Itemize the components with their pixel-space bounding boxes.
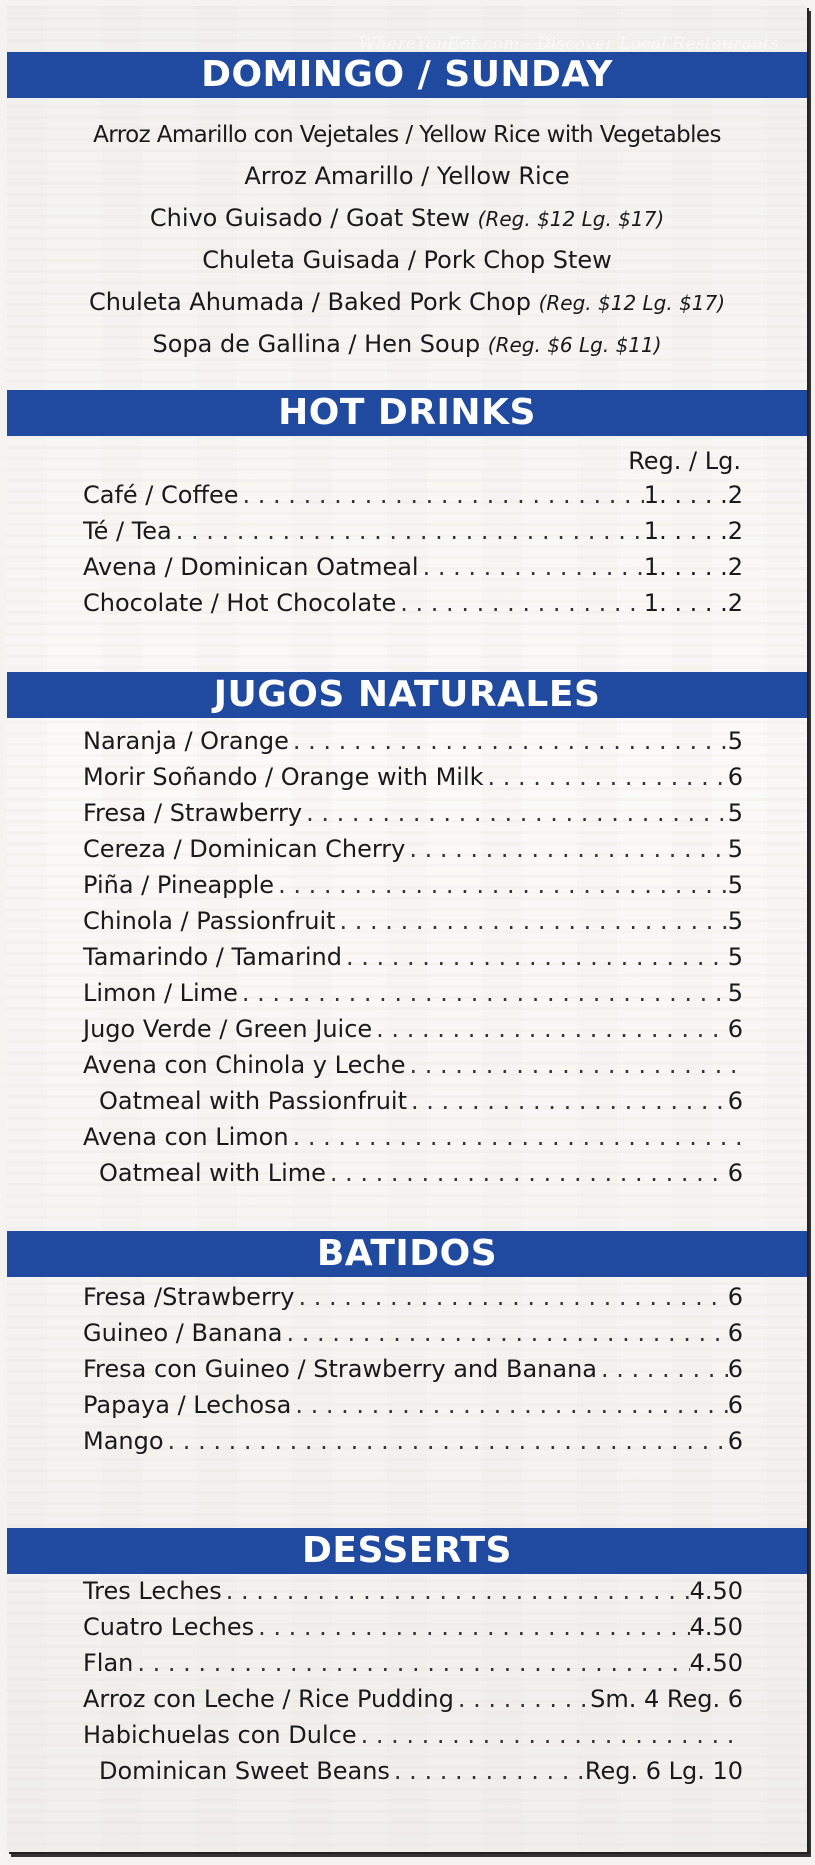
item-price: 6 bbox=[727, 1427, 743, 1455]
menu-item bbox=[83, 1282, 743, 1312]
dot-leader bbox=[454, 1684, 590, 1714]
watermark: WhereYouEat.com - Discover Local Restaurants bbox=[358, 34, 779, 54]
item-name: Morir Soñando / Orange with Milk bbox=[83, 763, 484, 791]
item-price-note: (Reg. $12 Lg. $17) bbox=[538, 291, 726, 315]
menu-item bbox=[83, 1684, 743, 1714]
item-name: Oatmeal with Lime bbox=[99, 1159, 326, 1187]
dot-leader bbox=[164, 1426, 728, 1456]
menu-item bbox=[83, 1318, 743, 1348]
menu-item bbox=[83, 1426, 743, 1456]
item-price: 5 bbox=[727, 871, 743, 899]
menu-item bbox=[7, 203, 807, 234]
dot-leader bbox=[289, 1122, 743, 1152]
item-name: Arroz con Leche / Rice Pudding bbox=[83, 1685, 454, 1713]
item-name: Chinola / Passionfruit bbox=[83, 907, 336, 935]
menu-item bbox=[7, 329, 807, 360]
menu-item bbox=[83, 1354, 743, 1384]
item-price: 5 bbox=[727, 979, 743, 1007]
menu-item bbox=[83, 834, 743, 864]
item-name: Habichuelas con Dulce bbox=[83, 1721, 357, 1749]
dot-leader bbox=[326, 1158, 728, 1188]
menu-item bbox=[7, 245, 807, 275]
item-price-note: (Reg. $12 Lg. $17) bbox=[477, 207, 665, 231]
dot-leader bbox=[406, 1050, 744, 1080]
item-name: Flan bbox=[83, 1649, 134, 1677]
item-name: Té / Tea bbox=[83, 517, 172, 545]
section-title-desserts: DESSERTS bbox=[7, 1528, 807, 1574]
item-name: Limon / Lime bbox=[83, 979, 238, 1007]
item-price: 6 bbox=[727, 1391, 743, 1419]
dot-leader bbox=[133, 1648, 689, 1678]
item-name: Naranja / Orange bbox=[83, 727, 289, 755]
item-name: Piña / Pineapple bbox=[83, 871, 275, 899]
section-title-sunday: DOMINGO / SUNDAY bbox=[7, 52, 807, 98]
menu-item bbox=[83, 588, 743, 618]
menu-item bbox=[83, 1050, 743, 1080]
item-name: Guineo / Banana bbox=[83, 1319, 283, 1347]
dot-leader bbox=[302, 798, 728, 828]
item-name: Cereza / Dominican Cherry bbox=[83, 835, 406, 863]
dot-leader bbox=[283, 1318, 728, 1348]
item-price: 1. . . . .2 bbox=[643, 517, 743, 545]
item-name: Sopa de Gallina / Hen Soup bbox=[152, 330, 481, 358]
item-price-note: (Reg. $6 Lg. $11) bbox=[487, 333, 662, 357]
item-price: Reg. 6 Lg. 10 bbox=[584, 1757, 743, 1785]
item-price: 5 bbox=[727, 907, 743, 935]
menu-item bbox=[83, 762, 743, 792]
dot-leader bbox=[336, 906, 728, 936]
menu-item bbox=[83, 1158, 743, 1188]
item-name: Jugo Verde / Green Juice bbox=[83, 1015, 373, 1043]
dot-leader bbox=[372, 1014, 728, 1044]
menu-item bbox=[83, 1756, 743, 1786]
item-price: 5 bbox=[727, 727, 743, 755]
item-name: Café / Coffee bbox=[83, 481, 239, 509]
menu-item bbox=[83, 1086, 743, 1116]
item-name: Chuleta Guisada / Pork Chop Stew bbox=[202, 246, 612, 274]
item-name: Fresa /Strawberry bbox=[83, 1283, 295, 1311]
item-name: Chuleta Ahumada / Baked Pork Chop bbox=[88, 288, 531, 316]
menu-item bbox=[83, 1390, 743, 1420]
item-name: Avena / Dominican Oatmeal bbox=[83, 553, 419, 581]
item-name: Chivo Guisado / Goat Stew bbox=[149, 204, 471, 232]
section-title-batidos: BATIDOS bbox=[7, 1231, 807, 1277]
item-price: 6 bbox=[727, 1355, 743, 1383]
item-name: Arroz Amarillo con Vejetales / Yellow Rice with Vegetables bbox=[93, 122, 721, 148]
item-price: 4.50 bbox=[689, 1613, 743, 1641]
item-name: Arroz Amarillo / Yellow Rice bbox=[244, 162, 570, 190]
item-name: Chocolate / Hot Chocolate bbox=[83, 589, 397, 617]
item-price: 5 bbox=[727, 943, 743, 971]
menu-item bbox=[83, 1612, 743, 1642]
item-name: Cuatro Leches bbox=[83, 1613, 255, 1641]
menu-item bbox=[7, 287, 807, 318]
menu-item bbox=[83, 870, 743, 900]
item-name: Avena con Chinola y Leche bbox=[83, 1051, 406, 1079]
menu-item bbox=[83, 798, 743, 828]
item-price: 5 bbox=[727, 799, 743, 827]
menu-item bbox=[83, 1122, 743, 1152]
dot-leader bbox=[342, 942, 728, 972]
dot-leader bbox=[407, 1086, 728, 1116]
item-price: 6 bbox=[727, 1015, 743, 1043]
item-name: Oatmeal with Passionfruit bbox=[99, 1087, 407, 1115]
item-name: Avena con Limon bbox=[83, 1123, 289, 1151]
menu-item bbox=[83, 552, 743, 582]
menu-item bbox=[83, 1014, 743, 1044]
item-name: Papaya / Lechosa bbox=[83, 1391, 292, 1419]
dot-leader bbox=[405, 834, 727, 864]
item-name: Fresa / Strawberry bbox=[83, 799, 303, 827]
dot-leader bbox=[597, 1354, 728, 1384]
dot-leader bbox=[254, 1612, 689, 1642]
menu-item bbox=[7, 161, 807, 191]
dot-leader bbox=[390, 1756, 585, 1786]
item-price: 1. . . . .2 bbox=[643, 589, 743, 617]
dot-leader bbox=[274, 870, 728, 900]
item-name: Fresa con Guineo / Strawberry and Banana bbox=[83, 1355, 597, 1383]
dot-leader bbox=[357, 1720, 743, 1750]
section-title-jugos: JUGOS NATURALES bbox=[7, 672, 807, 718]
dot-leader bbox=[172, 516, 644, 546]
menu-item bbox=[83, 516, 743, 546]
menu-page bbox=[7, 6, 807, 1852]
item-price: 1. . . . .2 bbox=[643, 481, 743, 509]
item-price: 6 bbox=[727, 763, 743, 791]
item-name: Tres Leches bbox=[83, 1577, 222, 1605]
dot-leader bbox=[291, 1390, 727, 1420]
item-price: 4.50 bbox=[689, 1649, 743, 1677]
item-price: 6 bbox=[727, 1283, 743, 1311]
menu-item bbox=[83, 1648, 743, 1678]
item-price: 4.50 bbox=[689, 1577, 743, 1605]
item-name: Mango bbox=[83, 1427, 164, 1455]
menu-item bbox=[83, 1720, 743, 1750]
item-price: 6 bbox=[727, 1159, 743, 1187]
menu-item bbox=[83, 726, 743, 756]
item-price: 5 bbox=[727, 835, 743, 863]
dot-leader bbox=[239, 480, 644, 510]
menu-item bbox=[83, 942, 743, 972]
dot-leader bbox=[484, 762, 728, 792]
menu-item bbox=[83, 978, 743, 1008]
dot-leader bbox=[289, 726, 728, 756]
menu-item bbox=[83, 480, 743, 510]
menu-item bbox=[83, 906, 743, 936]
section-title-hot-drinks: HOT DRINKS bbox=[7, 390, 807, 436]
column-header: Reg. / Lg. bbox=[628, 447, 741, 475]
item-price: Sm. 4 Reg. 6 bbox=[590, 1685, 743, 1713]
item-name: Tamarindo / Tamarind bbox=[83, 943, 342, 971]
dot-leader bbox=[419, 552, 644, 582]
dot-leader bbox=[294, 1282, 727, 1312]
item-price: 6 bbox=[727, 1319, 743, 1347]
item-price: 6 bbox=[727, 1087, 743, 1115]
item-name: Dominican Sweet Beans bbox=[99, 1757, 390, 1785]
dot-leader bbox=[396, 588, 644, 618]
menu-item bbox=[83, 1576, 743, 1606]
menu-item bbox=[7, 120, 807, 150]
dot-leader bbox=[222, 1576, 690, 1606]
dot-leader bbox=[238, 978, 728, 1008]
item-price: 1. . . . .2 bbox=[643, 553, 743, 581]
